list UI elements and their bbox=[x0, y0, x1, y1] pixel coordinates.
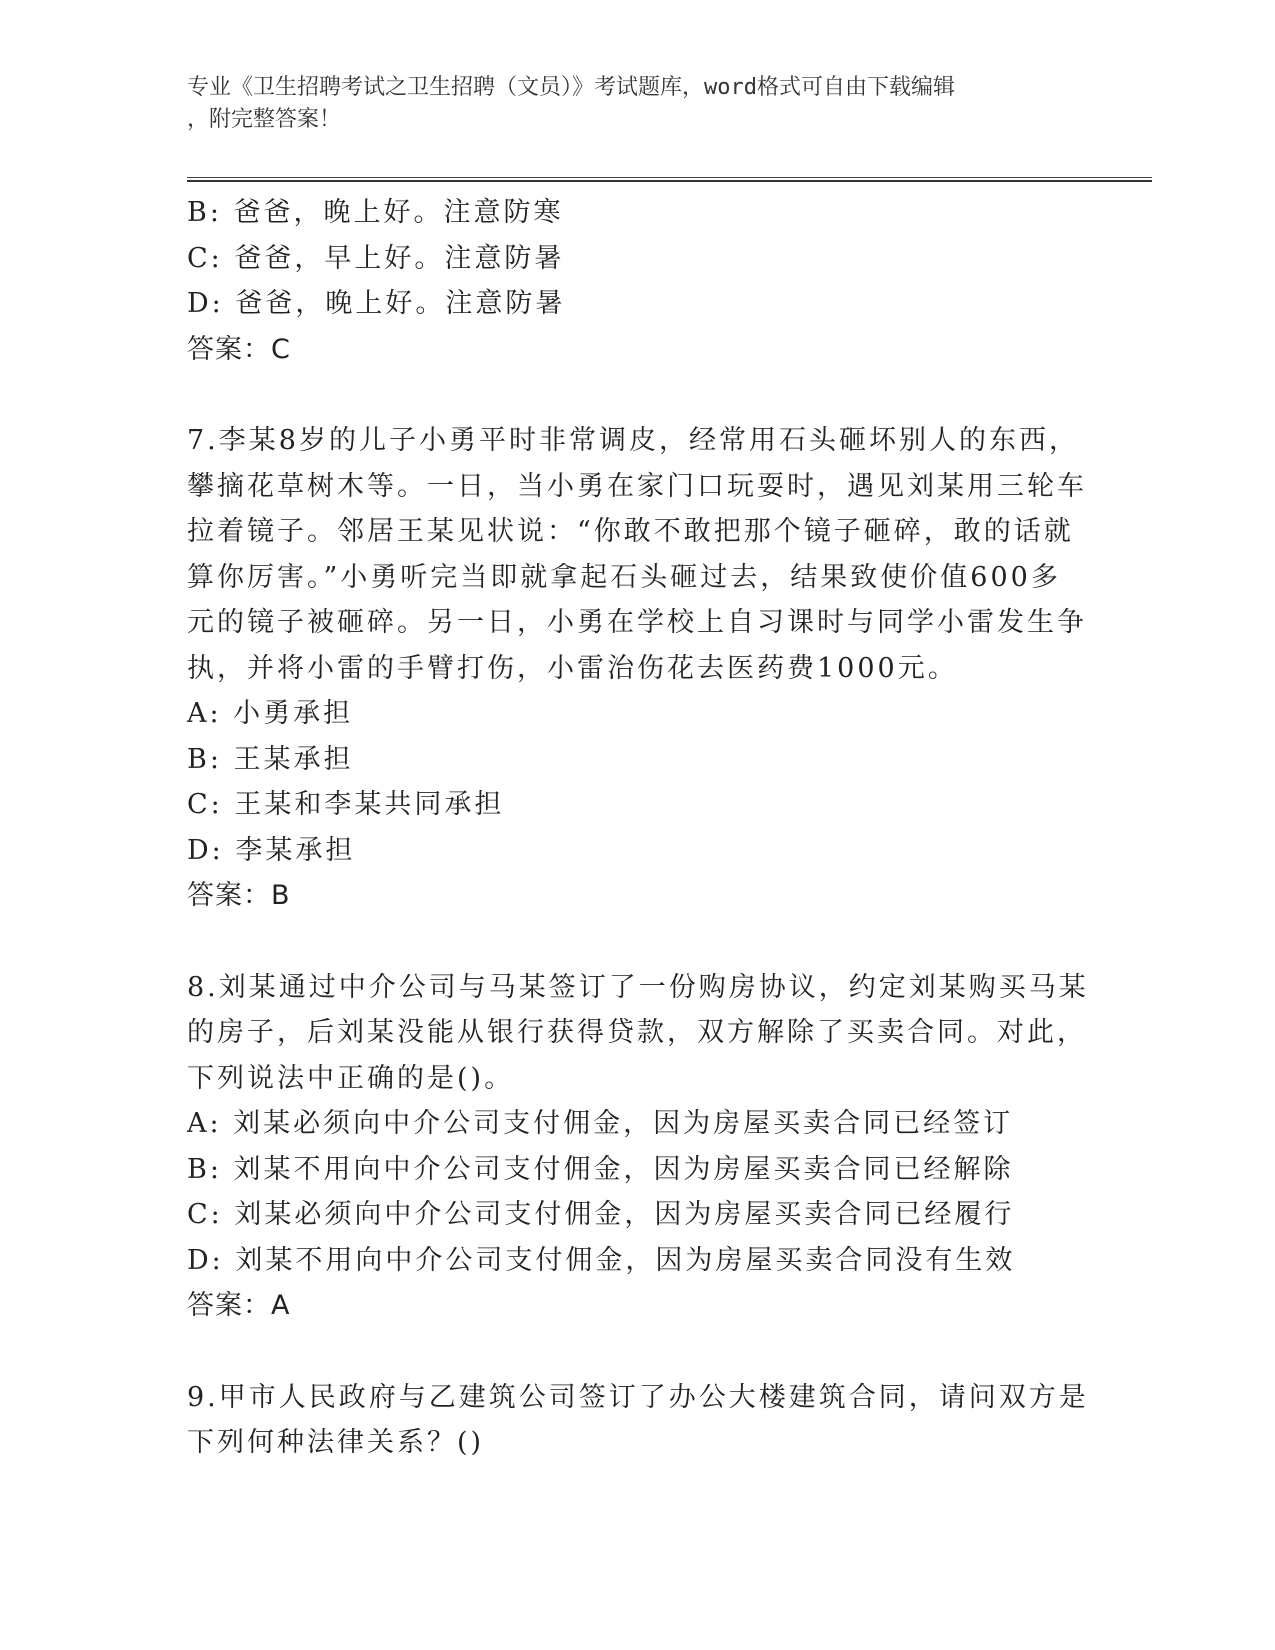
spacer bbox=[187, 372, 1067, 418]
option-b: B: 爸爸，晚上好。注意防寒 bbox=[187, 197, 564, 228]
question-stem-line: 算你厉害。”小勇听完当即就拿起石头砸过去，结果致使价值600多 bbox=[187, 561, 1061, 593]
carryover-question bbox=[187, 190, 1067, 372]
option-b: B: 王某承担 bbox=[187, 743, 354, 775]
option-c: C: 王某和李某共同承担 bbox=[187, 789, 505, 820]
spacer bbox=[187, 1329, 1067, 1375]
answer-line: 答案：B bbox=[187, 880, 291, 911]
option-c: C: 爸爸，早上好。注意防暑 bbox=[187, 242, 565, 274]
question-stem-line: 7.李某8岁的儿子小勇平时非常调皮，经常用石头砸坏别人的东西， bbox=[187, 425, 1079, 456]
question-7 bbox=[187, 418, 1087, 919]
option-c: C: 刘某必须向中介公司支付佣金，因为房屋买卖合同已经履行 bbox=[187, 1199, 1015, 1230]
option-a: A: 刘某必须向中介公司支付佣金，因为房屋买卖合同已经签订 bbox=[187, 1108, 1014, 1139]
question-stem-line: 元的镜子被砸碎。另一日，小勇在学校上自习课时与同学小雷发生争 bbox=[187, 607, 1087, 638]
option-d: D: 刘某不用向中介公司支付佣金，因为房屋买卖合同没有生效 bbox=[187, 1244, 1016, 1276]
spacer bbox=[187, 919, 1067, 965]
header-line-1: 专业《卫生招聘考试之卫生招聘（文员）》考试题库，word格式可自由下载编辑 bbox=[187, 75, 955, 100]
answer-line: 答案：C bbox=[187, 333, 291, 365]
question-stem-line: 下列说法中正确的是()。 bbox=[187, 1062, 515, 1094]
document-header bbox=[187, 72, 1087, 136]
question-stem-line: 9.甲市人民政府与乙建筑公司签订了办公大楼建筑合同，请问双方是 bbox=[187, 1381, 1089, 1413]
question-stem-line: 执，并将小雷的手臂打伤，小雷治伤花去医药费1000元。 bbox=[187, 652, 958, 684]
question-9 bbox=[187, 1375, 1089, 1466]
question-content bbox=[187, 190, 1089, 1466]
question-stem-line: 下列何种法律关系？() bbox=[187, 1427, 485, 1458]
option-b: B: 刘某不用向中介公司支付佣金，因为房屋买卖合同已经解除 bbox=[187, 1153, 1014, 1185]
question-stem-line: 的房子，后刘某没能从银行获得贷款，双方解除了买卖合同。对此， bbox=[187, 1017, 1087, 1048]
option-d: D: 爸爸，晚上好。注意防暑 bbox=[187, 288, 566, 319]
question-8 bbox=[187, 965, 1089, 1329]
question-stem-line: 攀摘花草树木等。一日，当小勇在家门口玩耍时，遇见刘某用三轮车 bbox=[187, 470, 1087, 502]
header-divider bbox=[187, 177, 1152, 182]
header-line-2: ，附完整答案！ bbox=[187, 107, 342, 132]
question-stem-line: 8.刘某通过中介公司与马某签订了一份购房协议，约定刘某购买马某 bbox=[187, 971, 1089, 1003]
answer-line: 答案：A bbox=[187, 1290, 291, 1321]
question-stem-line: 拉着镜子。邻居王某见状说：“你敢不敢把那个镜子砸碎，敢的话就 bbox=[187, 516, 1074, 547]
option-d: D: 李某承担 bbox=[187, 834, 356, 866]
option-a: A: 小勇承担 bbox=[187, 698, 354, 729]
